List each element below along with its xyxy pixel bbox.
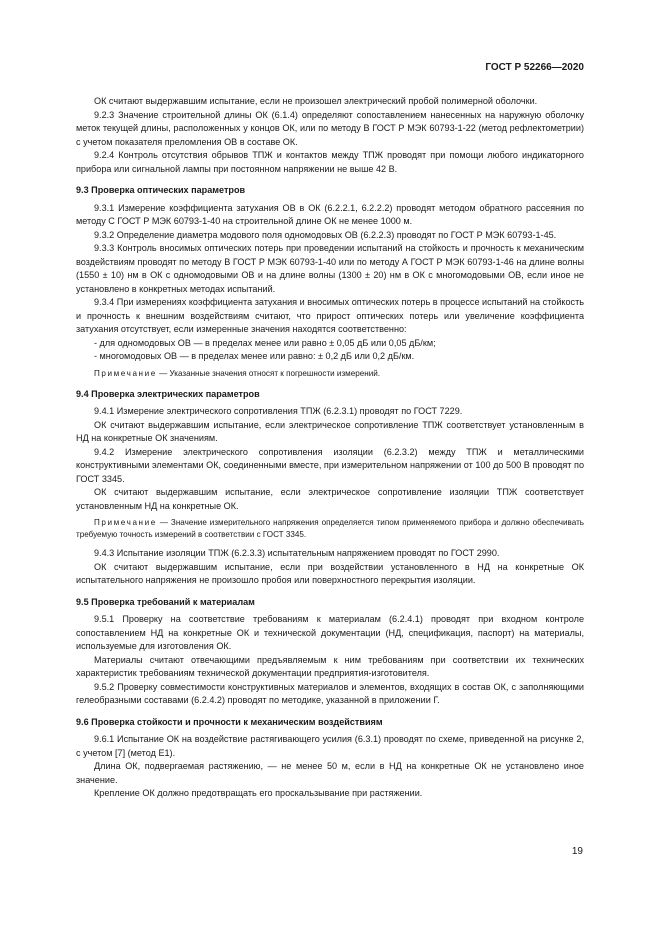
paragraph: 9.3.1 Измерение коэффициента затухания ОВ в ОК (6.2.2.1, 6.2.2.2) проводят методом обратного рассеяния по методу С ГОСТ Р МЭК 60793-1-40 на строительной длине ОК не менее 1000 м. — [76, 202, 584, 226]
paragraph: 9.3.3 Контроль вносимых оптических потерь при проведении испытаний на стойкость и прочность к механическим воздействиям проводят по методу В ГОСТ Р МЭК 60793-1-40 или по методу А ГОСТ Р МЭК 60793-1-46 на длине волны (1550 ± 10) нм в ОК с одномодовыми ОВ и на длине волны (1300 ± 20) нм в ОК с многомодовыми ОВ, если иное не установлено в конкретных методах испытаний. — [76, 243, 584, 294]
section-heading: 9.5 Проверка требований к материалам — [76, 596, 255, 607]
paragraph: 9.6.1 Испытание ОК на воздействие растягивающего усилия (6.3.1) проводят по схеме, приведенной на рисунке 2, с учетом [7] (метод Е1). — [76, 734, 584, 758]
paragraph: ОК считают выдержавшим испытание, если не произошел электрический пробой полимерной оболочки. — [94, 96, 538, 106]
section-heading: 9.6 Проверка стойкости и прочности к механическим воздействиям — [76, 716, 383, 727]
paragraph: 9.4.3 Испытание изоляции ТПЖ (6.2.3.3) испытательным напряжением проводят по ГОСТ 2990. — [94, 548, 500, 558]
note-text: — Указанные значения относят к погрешности измерений. — [156, 368, 380, 378]
page-number: 19 — [571, 846, 583, 857]
document-header: ГОСТ Р 52266—2020 — [485, 62, 584, 73]
paragraph: 9.2.4 Контроль отсутствия обрывов ТПЖ и контактов между ТПЖ проводят при помощи любого индикаторного прибора или сигнальной лампы при постоянном напряжении не выше 42 В. — [76, 150, 584, 174]
section-heading: 9.4 Проверка электрических параметров — [76, 388, 260, 399]
paragraph: ОК считают выдержавшим испытание, если электрическое сопротивление изоляции ТПЖ соответствует установленным НД на конкретные ОК. — [76, 487, 584, 511]
paragraph: Крепление ОК должно предотвращать его проскальзывание при растяжении. — [94, 788, 423, 798]
note — [76, 368, 584, 380]
paragraph: ОК считают выдержавшим испытание, если при воздействии установленного в НД на конкретные ОК испытательного напряжения не произошло пробоя или поверхностного перекрытия изоляции. — [76, 561, 584, 585]
paragraph: 9.2.3 Значение строительной длины ОК (6.1.4) определяют сопоставлением нанесенных на наружную оболочку меток текущей длины, расположенных у концов ОК, или по методу В ГОСТ Р МЭК 60793-1-22 (метод рефлектометрии) с учетом показателя преломления ОВ в составе ОК. — [76, 109, 584, 147]
note — [76, 517, 584, 541]
paragraph: 9.3.2 Определение диаметра модового поля одномодовых ОВ (6.2.2.3) проводят по ГОСТ Р МЭК 60793-1-45. — [94, 229, 557, 240]
section-heading: 9.3 Проверка оптических параметров — [76, 185, 246, 195]
paragraph: 9.3.4 При измерениях коэффициента затухания и вносимых оптических потерь в процессе испытаний на стойкость и прочность к внешним воздействиям считают, что прирост оптических потерь или увеличение коэффициента затухания отсутствует, если измеренные значения находятся соответственно: — [76, 297, 584, 334]
document-body — [76, 95, 584, 801]
paragraph: Длина ОК, подвергаемая растяжению, — не менее 50 м, если в НД на конкретные ОК не установлено иное значение. — [76, 761, 584, 785]
paragraph: Материалы считают отвечающими предъявляемым к ним требованиям при соответствии их технических характеристик требованиям технической документации предприятия-изготовителя. — [76, 654, 584, 678]
list-item: - многомодовых ОВ — в пределах менее или равно: ± 0,2 дБ или 0,2 дБ/км. — [94, 351, 415, 361]
note-text: — Значение измерительного напряжения определяется типом применяемого прибора и должно обеспечивать требуемую точность измерений в соответствии с ГОСТ 3345. — [76, 518, 584, 539]
paragraph: 9.4.1 Измерение электрического сопротивления ТПЖ (6.2.3.1) проводят по ГОСТ 7229. — [94, 406, 463, 416]
paragraph: 9.5.2 Проверку совместимости конструктивных материалов и элементов, входящих в состав ОК, с заполняющими гелеобразными составами (6.2.4.2) проводят по методике, указанной в приложении Г. — [76, 681, 584, 705]
paragraph: ОК считают выдержавшим испытание, если электрическое сопротивление ТПЖ соответствует установленным в НД на конкретные ОК значениям. — [76, 419, 584, 443]
paragraph: 9.4.2 Измерение электрического сопротивления изоляции (6.2.3.2) между ТПЖ и металлическими конструктивными элементами ОК, соединенными вместе, при измерительном напряжении от 100 до 500 В проводят по ГОСТ 3345. — [76, 446, 584, 484]
list-item: - для одномодовых ОВ — в пределах менее или равно ± 0,05 дБ или 0,05 дБ/км; — [94, 337, 436, 348]
note-label: Примечание — [94, 518, 157, 527]
paragraph: 9.5.1 Проверку на соответствие требованиям к материалам (6.2.4.1) проводят при входном контроле сопоставлением НД на конкретные ОК и технической документации (НД, спецификация, паспорт) на материалы, используемые для изготовления ОК. — [76, 614, 584, 651]
note-label: Примечание — [94, 368, 157, 378]
